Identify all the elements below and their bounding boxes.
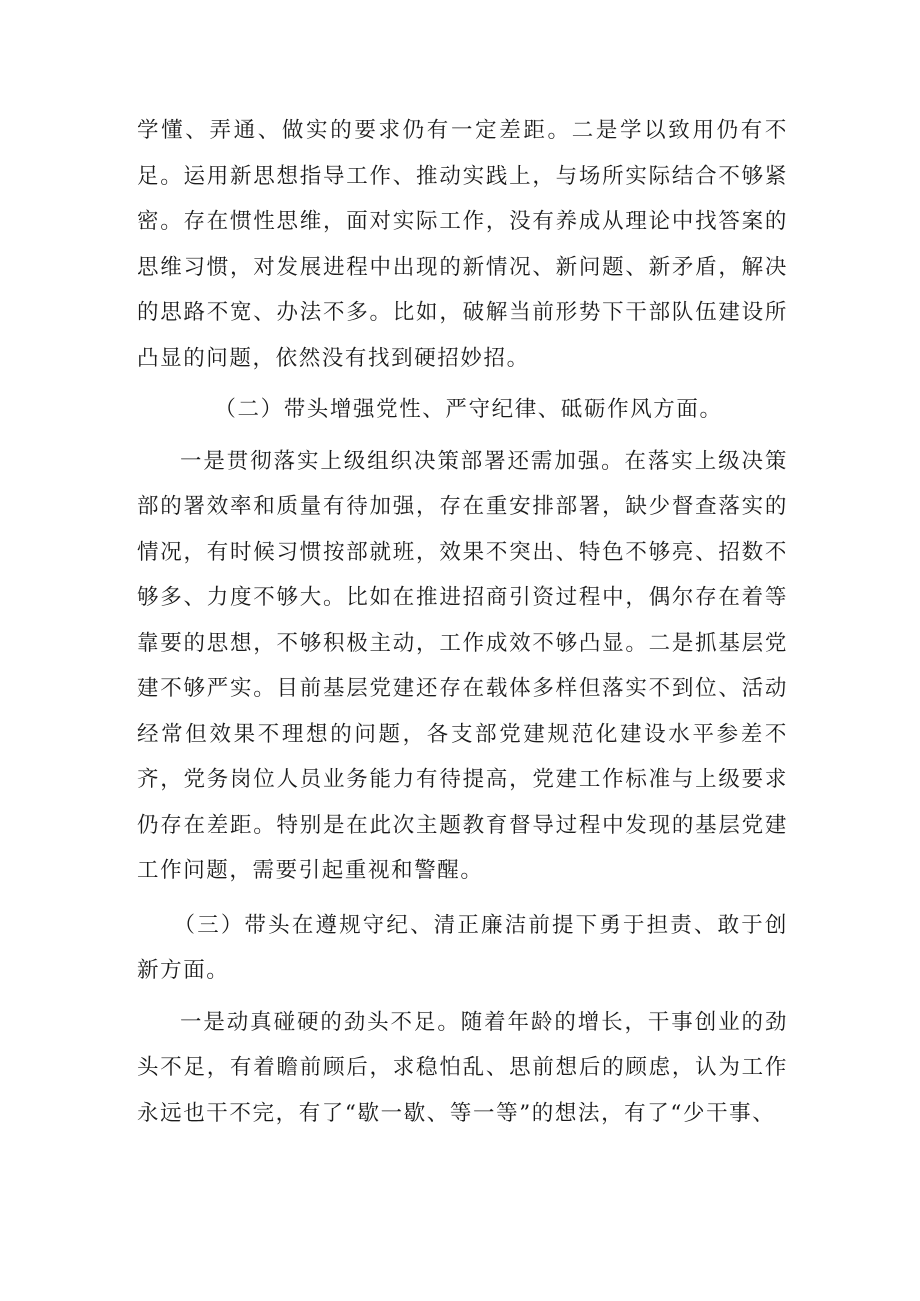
body-paragraph-3: 一是动真碰硬的劲头不足。随着年龄的增长，干事创业的劲头不足，有着瞻前顾后，求稳怕乱、思前想后的顾虑，认为工作永远也干不完，有了“歇一歇、等一等”的想法，有了“少干事、 xyxy=(137,1009,788,1126)
section-heading-2: （二）带头增强党性、严守纪律、砥砺作风方面。 xyxy=(214,397,723,422)
section-heading-3: （三）带头在遵规守纪、清正廉洁前提下勇于担责、敢于创新方面。 xyxy=(137,912,788,983)
body-paragraph-1: 学懂、弄通、做实的要求仍有一定差距。二是学以致用仍有不足。运用新思想指导工作、推动实践上，与场所实际结合不够紧密。存在惯性思维，面对实际工作，没有养成从理论中找答案的思维习惯，对发展进程中出现的新情况、新问题、新矛盾，解决的思路不宽、办法不多。比如，破解当前形势下干部队伍建设所凸显的问题，依然没有找到硬招妙招。 xyxy=(137,118,788,371)
document-body xyxy=(137,108,788,1136)
body-paragraph-2: 一是贯彻落实上级组织决策部署还需加强。在落实上级决策部的署效率和质量有待加强，存在重安排部署，缺少督查落实的情况，有时候习惯按部就班，效果不突出、特色不够亮、招数不够多、力度不够大。比如在推进招商引资过程中，偶尔存在着等靠要的思想，不够积极主动，工作成效不够凸显。二是抓基层党建不够严实。目前基层党建还存在载体多样但落实不到位、活动经常但效果不理想的问题，各支部党建规范化建设水平参差不齐，党务岗位人员业务能力有待提高，党建工作标准与上级要求仍存在差距。特别是在此次主题教育督导过程中发现的基层党建工作问题，需要引起重视和警醒。 xyxy=(137,448,788,883)
